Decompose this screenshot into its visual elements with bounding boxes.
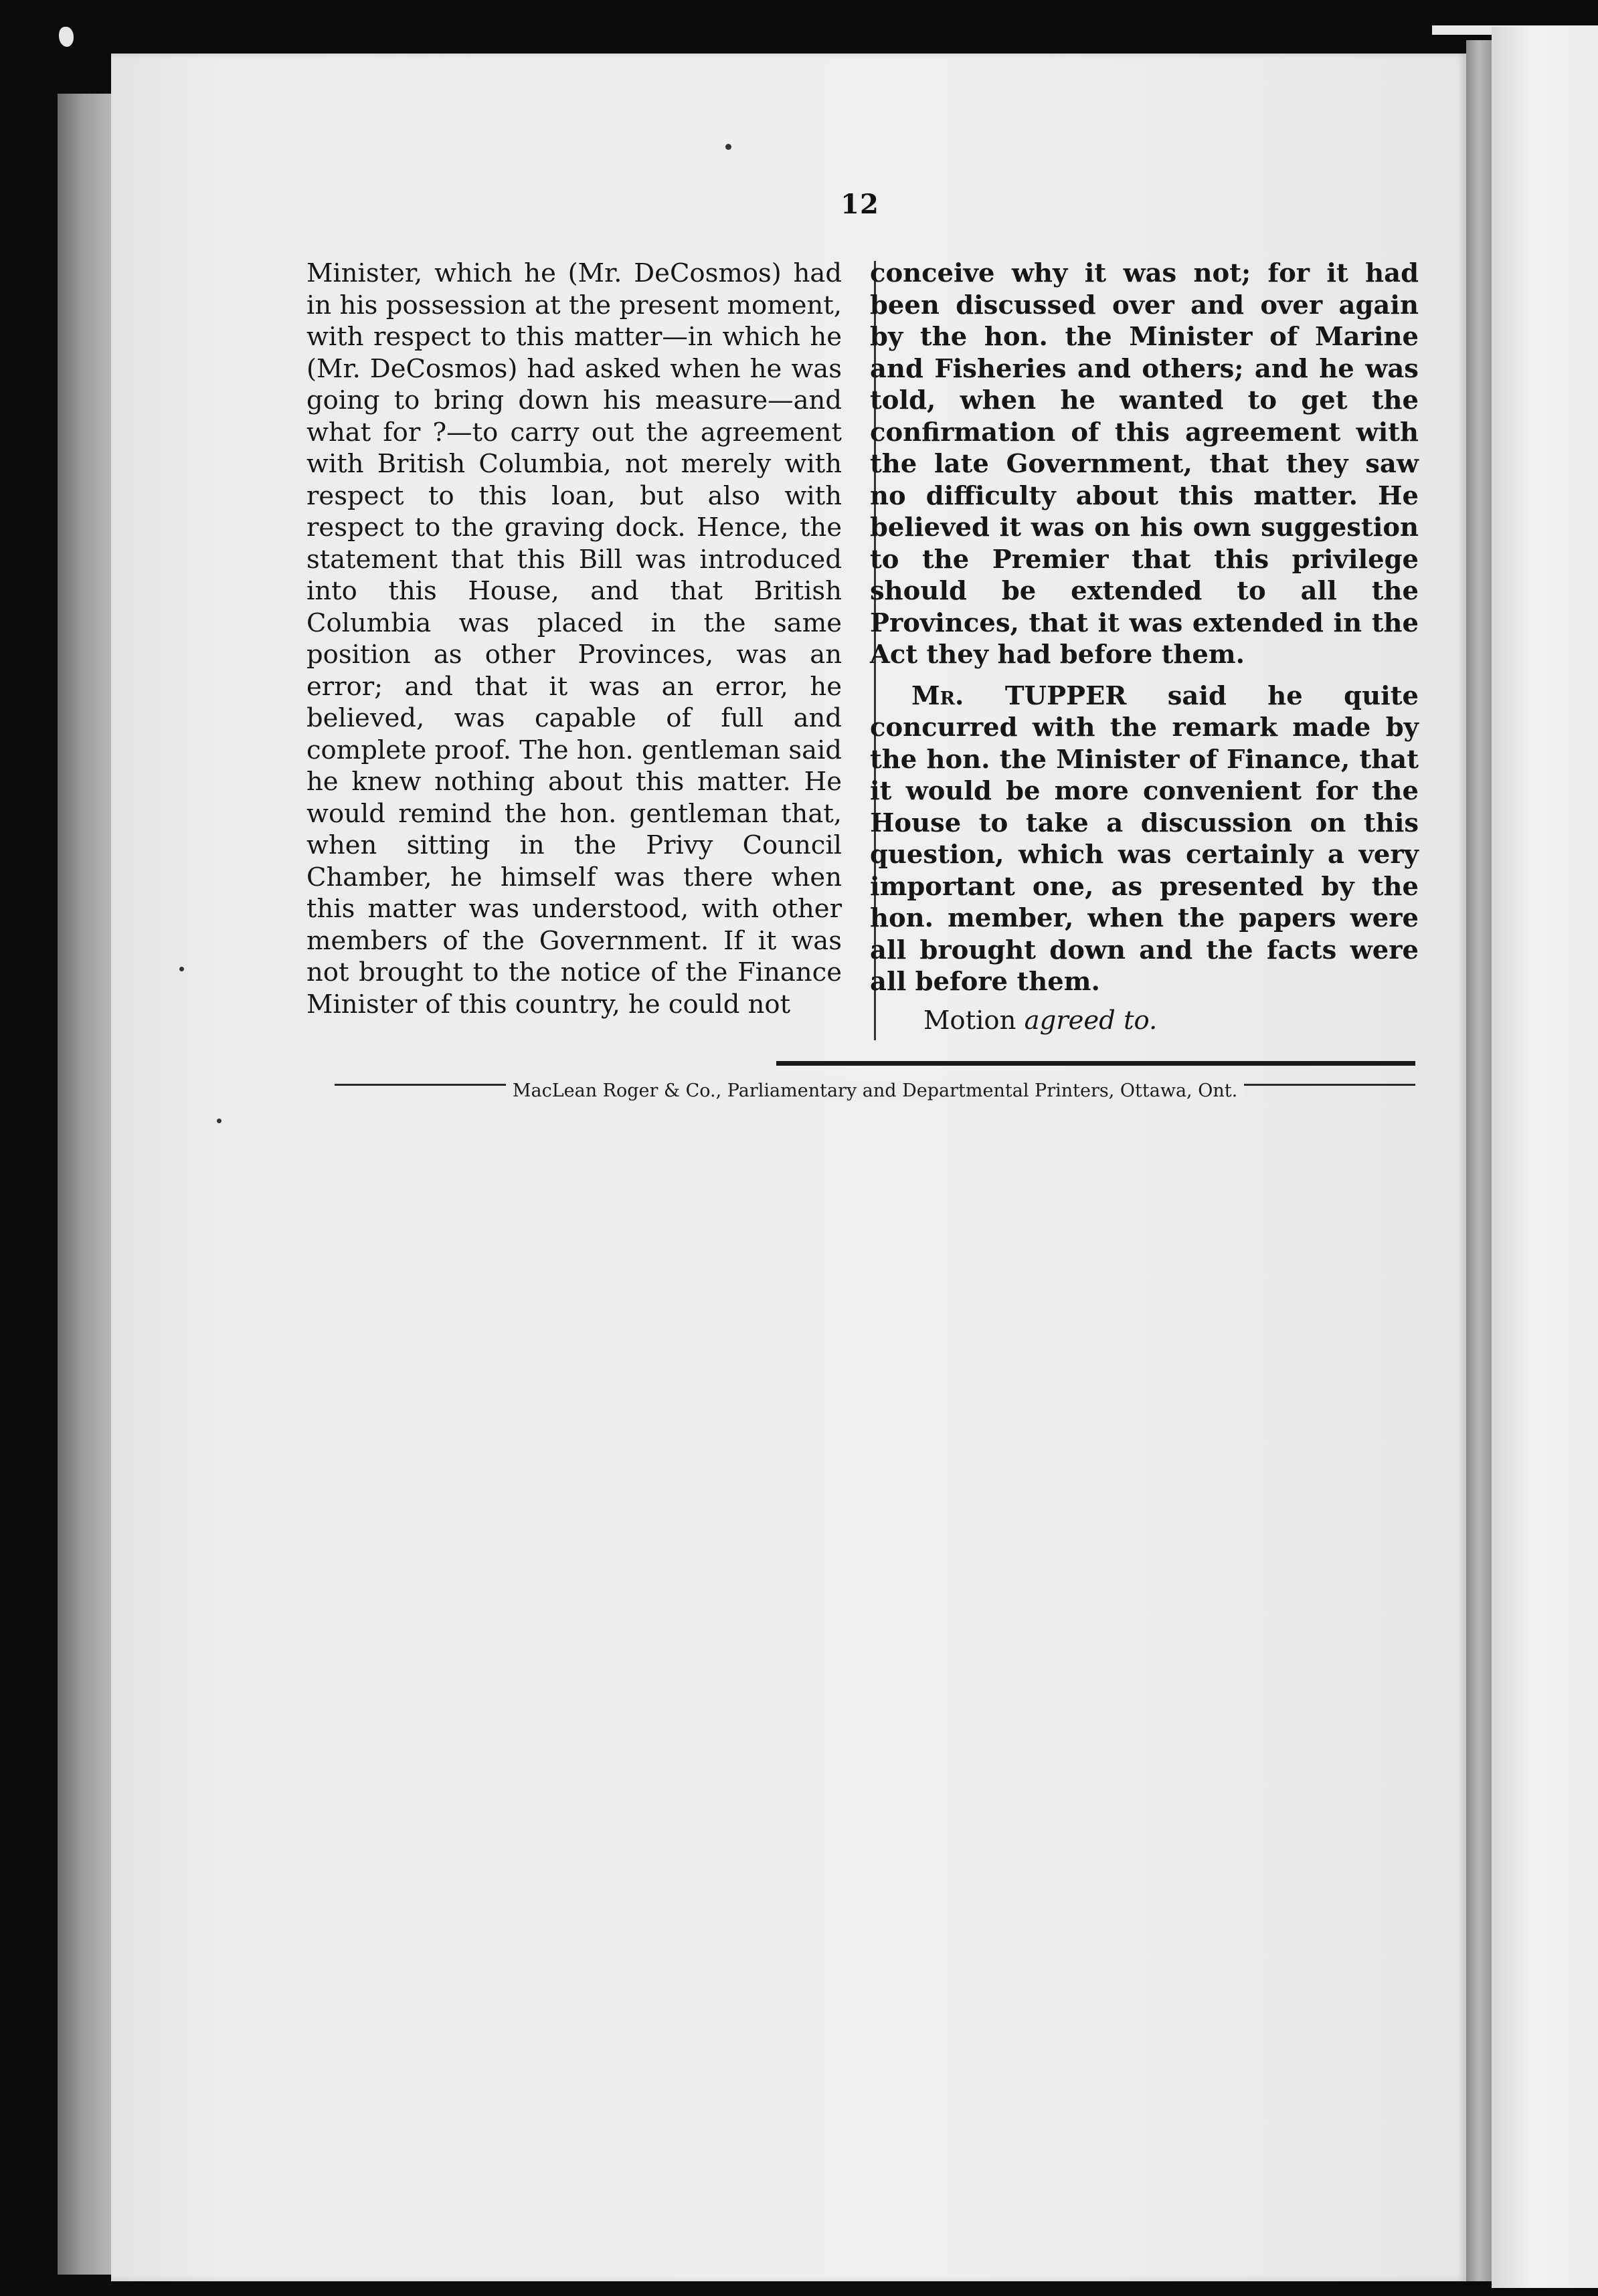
motion-prefix: Motion: [923, 1005, 1016, 1036]
motion-line: [870, 1005, 1419, 1037]
left-column-text: Minister, which he (Mr. DeCosmos) had in his possession at the present moment, with respect to this matter—in which he (Mr. DeCosmos) had asked when he was going to bring down his measure—and what for ?—to carry out the agreement with British Columbia, not merely with respect to this loan, but also with respect to the graving dock. Hence, the statement that this Bill was introduced into this House, and that British Columbia was placed in the same position as other Provinces, was an error; and that it was an error, he believed, was capable of full and complete proof. The hon. gentleman said he knew nothing about this matter. He would remind the hon. gentleman that, when sitting in the Privy Council Chamber, he himself was there when this matter was understood, with other members of the Government. If it was not brought to the notice of the Finance Minister of this country, he could not: [306, 258, 842, 1020]
ink-speck: [217, 1119, 221, 1123]
printer-imprint: [335, 1080, 1415, 1101]
right-column: [870, 258, 1419, 1036]
next-page: [1492, 27, 1598, 2288]
ink-speck: [725, 144, 731, 150]
scan-artifact: [59, 27, 74, 47]
page-fold-shadow: [1466, 40, 1492, 2281]
closing-rule: [776, 1061, 1415, 1066]
motion-result: agreed to.: [1024, 1005, 1158, 1036]
speaker-name: Mr. TUPPER: [911, 680, 1127, 711]
page-number: 12: [840, 189, 879, 220]
speaker-speech: said he quite concurred with the remark made by the hon. the Minister of Finance, that it would be more convenient for the House to take a discussion on this question, which was certainly a very important one, as presented by the hon. member, when the papers were all brought down and the facts were all before them.: [870, 680, 1419, 997]
left-column: [306, 258, 842, 1020]
printer-imprint-text: MacLean Roger & Co., Parliamentary and Departmental Printers, Ottawa, Ont.: [506, 1080, 1244, 1101]
right-column-continuation: conceive why it was not; for it had been discussed over and over again by the hon. the Minister of Marine and Fisheries and others; and he was told, when he wanted to get the confirmation of this agreement with the late Government, that they saw no difficulty about this matter. He believed it was on his own suggestion to the Premier that this privilege should be extended to all the Provinces, that it was extended in the Act they had before them.: [870, 258, 1419, 670]
tupper-paragraph: [870, 680, 1419, 998]
book-spine: [58, 94, 111, 2275]
ink-speck: [179, 967, 184, 971]
